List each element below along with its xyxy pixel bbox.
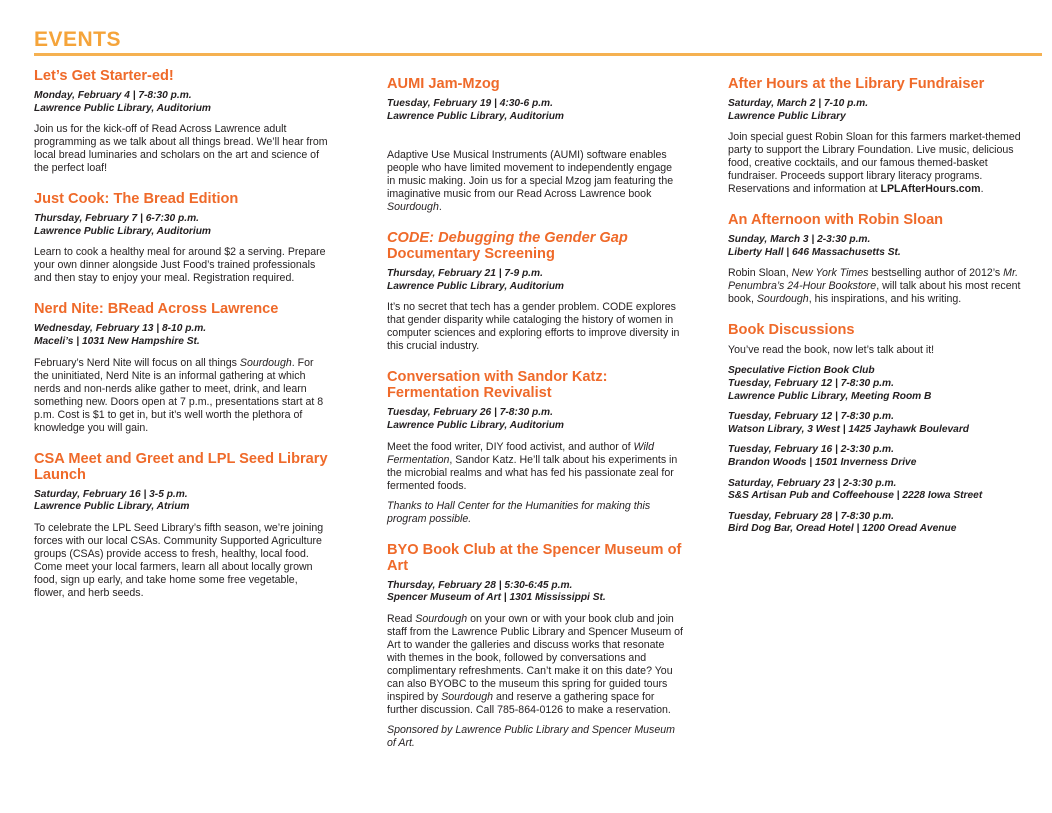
desc-text: .: [980, 183, 984, 196]
event-meta: [387, 407, 683, 432]
book-title: Sourdough: [387, 201, 439, 214]
event-title: CSA Meet and Greet and LPL Seed Library Launch: [34, 450, 328, 483]
event-location: Lawrence Public Library: [728, 110, 846, 122]
column-left: [34, 68, 330, 616]
event-date: Saturday, February 16 | 3-5 p.m.: [34, 488, 188, 500]
event-just-cook: [34, 191, 330, 285]
desc-text: .: [438, 201, 442, 214]
event-meta: [34, 323, 330, 348]
publication-title: New York Times: [791, 267, 869, 280]
page-header: [34, 28, 1042, 52]
event-nerd-nite: [34, 301, 330, 434]
event-title: After Hours at the Library Fundraiser: [728, 76, 985, 92]
event-date: Thursday, February 21 | 7-9 p.m.: [387, 268, 543, 280]
event-description: [728, 267, 1024, 306]
event-description: [728, 131, 1024, 196]
event-meta: [387, 580, 683, 605]
desc-text: Meet the food writer, DIY food activist, and author of: [387, 440, 634, 453]
book-title: Mr. Penumbra’s 24-Hour Bookstore: [728, 267, 1019, 293]
event-description: [387, 613, 683, 717]
event-location: Lawrence Public Library, Auditorium: [387, 110, 564, 122]
page-title: EVENTS: [34, 28, 122, 51]
event-location: Lawrence Public Library, Auditorium: [34, 225, 211, 237]
event-sandor-katz: [387, 369, 683, 525]
event-date: Saturday, March 2 | 7-10 p.m.: [728, 98, 869, 109]
event-description: Join us for the kick-off of Read Across Lawrence adult programming as we talk about all things bread. We’ll hear from local bread luminaries and scholars on the art and science of the perfect loaf!: [34, 123, 328, 175]
event-meta: [728, 234, 1024, 259]
event-description: It’s no secret that tech has a gender problem. CODE explores that gender disparity while cataloging the history of women in computer sciences and exploring efforts to improve diversity in this crucial industry.: [387, 301, 680, 353]
desc-text: February’s Nerd Nite will focus on all things: [34, 356, 240, 369]
desc-text: Robin Sloan,: [728, 267, 792, 280]
desc-text: , Sandor Katz. He’ll talk about his experiments in the microbial realms and what has fed his passionate zeal for fermented foods.: [387, 453, 678, 492]
event-location: Lawrence Public Library, Auditorium: [387, 419, 564, 431]
title-rest: Documentary Screening: [387, 246, 555, 263]
event-date: Thursday, February 7 | 6-7:30 p.m.: [34, 213, 199, 225]
discussion-date: Tuesday, February 16 | 2-3:30 p.m.: [728, 444, 894, 456]
event-location: Maceli’s | 1031 New Hampshire St.: [34, 335, 200, 347]
discussion-item: [728, 411, 1024, 436]
book-title: Sourdough: [415, 612, 468, 625]
event-location: Lawrence Public Library, Auditorium: [34, 102, 211, 114]
event-code-screening: [387, 230, 683, 353]
event-title: AUMI Jam-Mzog: [387, 76, 500, 92]
discussion-item: [728, 511, 1024, 536]
event-robin-sloan: [728, 212, 1024, 306]
event-date: Thursday, February 28 | 5:30-6:45 p.m.: [387, 579, 573, 591]
column-middle: [387, 76, 683, 766]
event-meta: [34, 90, 330, 115]
desc-text: Join special guest Robin Sloan for this farmers market-themed party to support the Library Foundation. Live music, delicious food, creative cocktails, and our famous themed-basket fundraiser. Proceeds support library literacy programs. Reservations and information at: [728, 131, 1021, 196]
event-note: Sponsored by Lawrence Public Library and Spencer Museum of Art.: [387, 723, 675, 749]
event-date: Tuesday, February 19 | 4:30-6 p.m.: [387, 98, 553, 109]
discussion-date: Tuesday, February 12 | 7-8:30 p.m.: [728, 377, 894, 389]
event-title: Just Cook: The Bread Edition: [34, 191, 239, 208]
discussion-date: Tuesday, February 12 | 7-8:30 p.m.: [728, 411, 894, 423]
event-byo-book-club: [387, 542, 683, 750]
desc-text: on your own or with your book club and join staff from the Lawrence Public Library and Spencer Museum of Art to wander the galleries and discuss works that resonate with themes in the book, followed by conversations and complimentary refreshments. Can’t make it on this date? You can also BYOBC to the museum this spring for guided tours inspired by: [387, 612, 683, 703]
event-meta: [728, 98, 1024, 123]
event-location: Lawrence Public Library, Auditorium: [387, 280, 564, 292]
event-meta: [387, 98, 683, 123]
event-description: [387, 149, 683, 214]
event-title: Let’s Get Starter-ed!: [34, 68, 174, 84]
discussion-location: S&S Artisan Pub and Coffeehouse | 2228 Iowa Street: [728, 490, 983, 502]
book-title: Sourdough: [239, 356, 292, 369]
event-title: An Afternoon with Robin Sloan: [728, 212, 944, 229]
section-title: Book Discussions: [728, 322, 855, 339]
section-intro: You’ve read the book, now let’s talk about it!: [728, 344, 935, 357]
event-title: [387, 230, 683, 262]
desc-text: , his inspirations, and his writing.: [808, 293, 962, 306]
desc-text: . For the uninitiated, Nerd Nite is an informal gathering at which nerds and non-nerds alike gather to meet, drink, and learn something new. Doors open at 7 p.m., presentations start at 8 p.m. Cost is $1 to get in, but it’s well worth the plethora of knowledge you will gain.: [34, 356, 324, 434]
event-meta: [34, 213, 330, 238]
desc-text: Adaptive Use Musical Instruments (AUMI) software enables people who have limited movement to independently engage in music making. Join us for a special Mzog jam featuring the imaginative music from our Read Across Lawrence book: [387, 149, 674, 201]
discussion-club: Speculative Fiction Book Club: [728, 365, 875, 377]
event-description: [387, 441, 683, 493]
desc-text: Read: [387, 612, 416, 625]
discussion-location: Brandon Woods | 1501 Inverness Drive: [728, 456, 917, 468]
header-rule: [34, 53, 1042, 56]
event-date: Tuesday, February 26 | 7-8:30 p.m.: [387, 407, 553, 419]
event-title: Conversation with Sandor Katz: Fermentation Revivalist: [387, 369, 608, 402]
event-date: Wednesday, February 13 | 8-10 p.m.: [34, 323, 207, 335]
event-lets-get-starter-ed: [34, 68, 330, 175]
desc-text: , will talk about his most recent book,: [728, 280, 1021, 306]
event-date: Monday, February 4 | 7-8:30 p.m.: [34, 90, 192, 101]
book-title: Sourdough: [756, 293, 809, 306]
event-meta: [34, 489, 330, 514]
desc-text: and reserve a gathering space for further discussion. Call 785-864-0126 to make a reservation.: [387, 690, 671, 716]
discussion-item: [728, 444, 1024, 469]
event-meta: [387, 268, 683, 293]
event-after-hours: [728, 76, 1024, 196]
column-right: [728, 76, 1024, 552]
event-note: Thanks to Hall Center for the Humanities for making this program possible.: [387, 499, 651, 525]
event-title: Nerd Nite: BRead Across Lawrence: [34, 301, 279, 318]
website-text: LPLAfterHours.com: [880, 183, 981, 196]
event-location: Liberty Hall | 646 Massachusetts St.: [728, 246, 901, 258]
discussion-item: [728, 478, 1024, 503]
event-description: To celebrate the LPL Seed Library’s fifth season, we’re joining forces with our local CSAs. Community Supported Agriculture groups (CSAs) provide access to fresh, healthy, local food. Come meet your local farmers, learn all about locally grown food, sign up early, and take home some free vegetable, flower, and herb seeds.: [34, 521, 324, 599]
book-title: Sourdough: [441, 690, 494, 703]
event-location: Spencer Museum of Art | 1301 Mississippi St.: [387, 592, 606, 604]
event-description: [34, 357, 330, 435]
event-csa-meet-and-greet: [34, 451, 330, 600]
book-title: Wild Fermentation: [387, 440, 655, 466]
desc-text: bestselling author of 2012’s: [868, 267, 1004, 280]
event-description: Learn to cook a healthy meal for around $2 a serving. Prepare your own dinner alongside Just Food’s trained professionals and then stay to enjoy your meal. Registration required.: [34, 246, 326, 285]
discussion-location: Watson Library, 3 West | 1425 Jayhawk Boulevard: [728, 423, 970, 435]
event-location: Lawrence Public Library, Atrium: [34, 501, 190, 513]
event-title: BYO Book Club at the Spencer Museum of Art: [387, 541, 682, 574]
discussion-location: Bird Dog Bar, Oread Hotel | 1200 Oread Avenue: [728, 523, 957, 535]
discussion-date: Saturday, February 23 | 2-3:30 p.m.: [728, 477, 897, 489]
discussion-date: Tuesday, February 28 | 7-8:30 p.m.: [728, 510, 894, 522]
film-title: CODE: Debugging the Gender Gap: [387, 230, 628, 247]
event-aumi-jam: [387, 76, 683, 214]
discussion-location: Lawrence Public Library, Meeting Room B: [728, 390, 932, 402]
discussion-item: [728, 365, 1024, 403]
book-discussions-section: [728, 322, 1024, 536]
event-date: Sunday, March 3 | 2-3:30 p.m.: [728, 234, 871, 246]
